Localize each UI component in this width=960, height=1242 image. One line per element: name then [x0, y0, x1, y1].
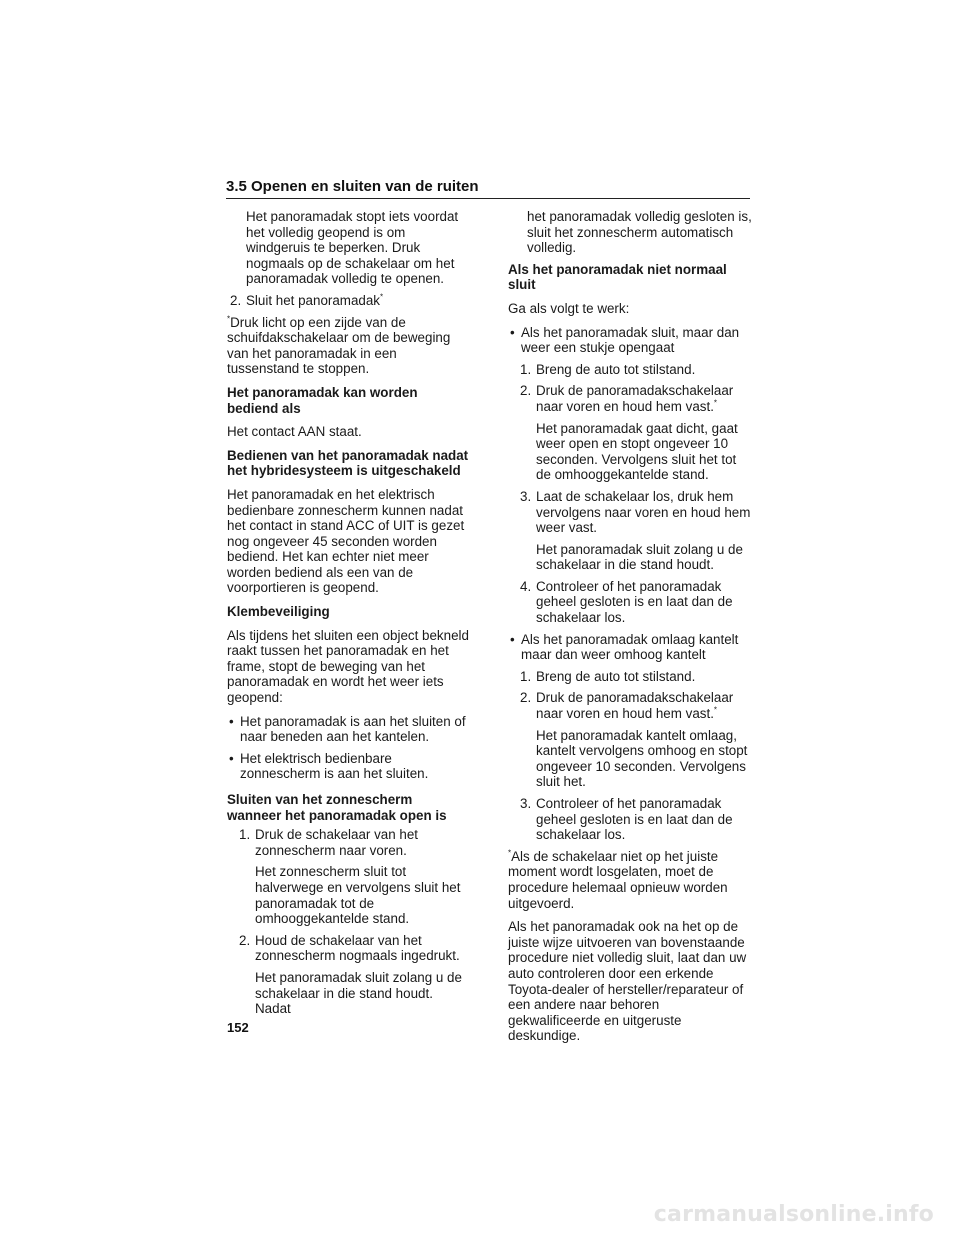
paragraph: Als het panoramadak ook na het op de juiste wijze uitvoeren van bovenstaande procedure niet volledig sluit, laat dan uw auto controleren door een erkende Toyota-dealer of hersteller/reparateur of een andere naar behoren gekwalificeerde en uitgeruste deskundige.	[508, 919, 747, 1044]
subheading: Het panoramadak kan worden bediend als	[227, 384, 418, 416]
step-2	[508, 383, 753, 414]
footnote-star: *	[227, 314, 231, 324]
bullet-item	[227, 714, 470, 745]
section-title: 3.5 Openen en sluiten van de ruiten	[226, 178, 479, 195]
footnote-star: *	[508, 848, 512, 858]
step-number: 3.	[520, 796, 532, 811]
footnote-star: *	[380, 292, 384, 302]
step-number: 2.	[239, 932, 251, 948]
subheading: Bedienen van het panoramadak nadat het hybridesysteem is uitgeschakeld	[227, 447, 469, 479]
bullet-item	[508, 632, 753, 663]
step-1	[227, 827, 470, 858]
step-text: Laat de schakelaar los, druk hem vervolgens naar voren en houd hem weer vast.	[536, 488, 751, 536]
watermark: carmanualsonline.info	[653, 1202, 934, 1227]
bullet: •	[229, 713, 234, 729]
step-2	[227, 933, 470, 964]
footnote-star: *	[713, 398, 718, 408]
page-number: 152	[227, 1020, 249, 1035]
bullet-text: Het panoramadak is aan het sluiten of naar beneden aan het kantelen.	[240, 713, 466, 745]
section-header	[226, 178, 750, 199]
step-text: Druk de panoramadakschakelaar naar voren en houd hem vast.	[536, 690, 734, 722]
step-3	[508, 489, 753, 536]
step-detail: Het panoramadak sluit zolang u de schakelaar in die stand houdt.	[536, 541, 743, 573]
step-number: 2.	[230, 292, 242, 308]
step-number: 4.	[520, 578, 532, 594]
step-4	[508, 579, 753, 626]
bullet-item	[227, 751, 470, 782]
continued-paragraph: Het panoramadak stopt iets voordat het volledig geopend is om windgeruis te beperken. Druk nogmaals op de schakelaar om het panoramadak volledig te openen.	[246, 209, 459, 287]
paragraph: Als tijdens het sluiten een object bekneld raakt tussen het panoramadak en het frame, stopt de beweging van het panoramadak en wordt het weer iets geopend:	[227, 627, 469, 706]
bullet: •	[510, 324, 515, 340]
continued-paragraph: het panoramadak volledig gesloten is, sluit het zonnescherm automatisch volledig.	[527, 209, 752, 256]
step-detail: Het panoramadak kantelt omlaag, kantelt vervolgens omhoog en stopt ongeveer 10 seconden. Vervolgens sluit het.	[536, 727, 748, 790]
step-number: 3.	[520, 488, 532, 504]
bullet: •	[229, 750, 234, 766]
right-column	[508, 209, 753, 1052]
step-number: 1.	[520, 668, 532, 684]
paragraph: Het contact AAN staat.	[227, 424, 362, 440]
step-text: Druk de schakelaar van het zonnescherm naar voren.	[255, 827, 419, 858]
step-1	[508, 669, 753, 685]
subheading: Klembeveiliging	[227, 604, 330, 620]
step-detail: Het panoramadak sluit zolang u de schakelaar in die stand houdt. Nadat	[255, 969, 462, 1017]
bullet-text: Als het panoramadak sluit, maar dan weer een stukje opengaat	[521, 324, 740, 356]
step-2	[508, 690, 753, 721]
subheading: Als het panoramadak niet normaal sluit	[508, 261, 727, 293]
step-text: Breng de auto tot stilstand.	[536, 361, 696, 377]
step-text: Sluit het panoramadak	[246, 292, 380, 308]
step-text: Controleer of het panoramadak geheel gesloten is en laat dan de schakelaar los.	[536, 578, 733, 626]
step-number: 1.	[239, 827, 251, 843]
bullet-text: Het elektrisch bedienbare zonnescherm is aan het sluiten.	[240, 750, 429, 782]
bullet-text: Als het panoramadak omlaag kantelt maar dan weer omhoog kantelt	[521, 631, 739, 663]
footnote-star: *	[713, 705, 718, 715]
subheading: Sluiten van het zonnescherm wanneer het panoramadak open is	[227, 792, 447, 823]
step-text: Breng de auto tot stilstand.	[536, 668, 696, 684]
step-1	[508, 362, 753, 378]
step-2	[227, 293, 470, 309]
step-text: Druk de panoramadakschakelaar naar voren en houd hem vast.	[536, 383, 734, 414]
bullet-item	[508, 325, 753, 356]
footnote	[227, 315, 470, 377]
step-number: 2.	[520, 690, 532, 706]
footnote-text: Druk licht op een zijde van de schuifdakschakelaar om de beweging van het panoramadak in een tussenstand te stoppen.	[227, 314, 451, 377]
step-text: Houd de schakelaar van het zonnescherm nogmaals ingedrukt.	[255, 932, 460, 964]
paragraph: Ga als volgt te werk:	[508, 300, 630, 316]
footnote	[508, 849, 753, 911]
paragraph: Het panoramadak en het elektrisch bedienbare zonnescherm kunnen nadat het contact in stand ACC of UIT is gezet nog ongeveer 45 seconden worden bediend. Het kan echter niet meer worden bediend als een van de voorportieren is geopend.	[227, 486, 465, 596]
footnote-text: Als de schakelaar niet op het juiste moment wordt losgelaten, moet de procedure helemaal opnieuw worden uitgevoerd.	[508, 848, 728, 911]
step-text: Controleer of het panoramadak geheel gesloten is en laat dan de schakelaar los.	[536, 796, 733, 843]
step-detail: Het zonnescherm sluit tot halverwege en vervolgens sluit het panoramadak tot de omhooggekantelde stand.	[255, 864, 461, 927]
left-column	[227, 209, 470, 1023]
step-number: 2.	[520, 383, 532, 399]
step-number: 1.	[520, 361, 532, 377]
step-detail: Het panoramadak gaat dicht, gaat weer open en stopt ongeveer 10 seconden. Vervolgens sluit het tot de omhooggekantelde stand.	[536, 420, 738, 483]
bullet: •	[510, 631, 515, 647]
step-3	[508, 796, 753, 843]
